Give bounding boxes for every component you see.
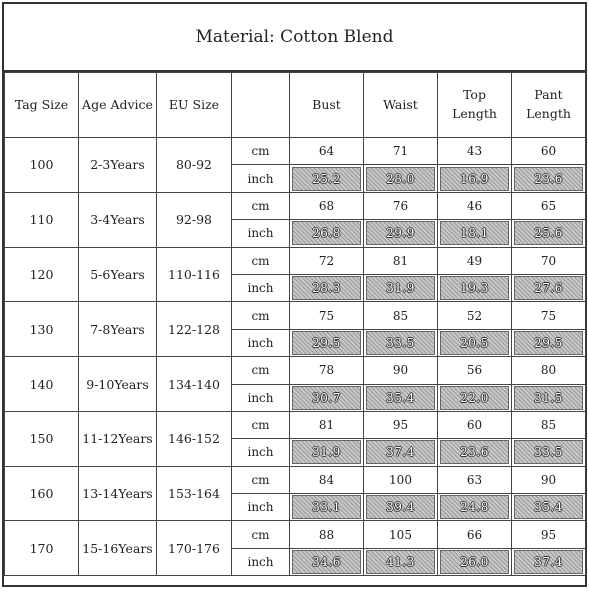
measurement-value: 70: [540, 253, 557, 268]
measurement-value: 46: [466, 198, 483, 213]
top-length-cm-cell: [438, 192, 512, 219]
age-advice-cell: 2-3Years: [79, 138, 157, 193]
measurement-value: 41.3: [366, 550, 435, 574]
measurement-value: 37.4: [366, 440, 435, 464]
eu-size-cell: 122-128: [157, 302, 232, 357]
pant-length-inch-cell: [512, 494, 586, 521]
top-length-inch-cell: [438, 165, 512, 192]
bust-cm-cell: [290, 466, 364, 493]
pant-length-inch-cell: [512, 439, 586, 466]
eu-size-cell: 110-116: [157, 247, 232, 302]
header-top-length: [438, 73, 512, 138]
measurement-value: 25.2: [292, 167, 361, 191]
waist-cm-cell: [364, 247, 438, 274]
age-advice-cell: 15-16Years: [79, 521, 157, 576]
table-row: [5, 192, 586, 219]
header-label: Top: [463, 87, 486, 103]
waist-inch-cell: [364, 165, 438, 192]
table-row: [5, 521, 586, 548]
bust-cm-cell: [290, 302, 364, 329]
tag-size-cell: 140: [5, 357, 79, 412]
measurement-value: 75: [540, 308, 557, 323]
unit-label: cm: [232, 411, 290, 438]
measurement-value: 35.4: [366, 386, 435, 410]
age-advice-cell: 11-12Years: [79, 411, 157, 466]
top-length-cm-cell: [438, 247, 512, 274]
bust-inch-cell: [290, 329, 364, 356]
pant-length-cm-cell: [512, 411, 586, 438]
measurement-value: 64: [318, 144, 335, 159]
measurement-value: 37.4: [514, 550, 583, 574]
waist-cm-cell: [364, 466, 438, 493]
measurement-value: 26.0: [440, 550, 509, 574]
tag-size-cell: 100: [5, 138, 79, 193]
table-row: [5, 411, 586, 438]
bust-inch-cell: [290, 384, 364, 411]
table-row: [5, 302, 586, 329]
measurement-value: 31.9: [292, 440, 361, 464]
top-length-inch-cell: [438, 548, 512, 575]
measurement-value: 30.7: [292, 386, 361, 410]
waist-inch-cell: [364, 439, 438, 466]
eu-size-cell: 80-92: [157, 138, 232, 193]
tag-size-cell: 150: [5, 411, 79, 466]
measurement-value: 33.5: [514, 440, 583, 464]
header-label: Age Advice: [82, 96, 153, 112]
table-row: [5, 247, 586, 274]
bust-inch-cell: [290, 548, 364, 575]
measurement-value: 68: [318, 198, 335, 213]
header-row: [5, 73, 586, 138]
top-length-cm-cell: [438, 357, 512, 384]
bust-inch-cell: [290, 494, 364, 521]
eu-size-cell: 153-164: [157, 466, 232, 521]
measurement-value: 56: [466, 363, 483, 378]
top-length-cm-cell: [438, 411, 512, 438]
measurement-value: 31.9: [366, 276, 435, 300]
unit-label: cm: [232, 138, 290, 165]
measurement-value: 90: [540, 472, 557, 487]
measurement-value: 72: [318, 253, 335, 268]
measurement-value: 33.1: [292, 495, 361, 519]
tag-size-cell: 110: [5, 192, 79, 247]
top-length-cm-cell: [438, 138, 512, 165]
pant-length-inch-cell: [512, 220, 586, 247]
measurement-value: 60: [466, 418, 483, 433]
bust-cm-cell: [290, 357, 364, 384]
eu-size-cell: 146-152: [157, 411, 232, 466]
tag-size-cell: 130: [5, 302, 79, 357]
measurement-value: 60: [540, 144, 557, 159]
measurement-value: 80: [540, 363, 557, 378]
measurement-value: 105: [389, 527, 412, 542]
measurement-value: 63: [466, 472, 483, 487]
measurement-value: 100: [389, 472, 412, 487]
header-label: Waist: [383, 96, 418, 112]
unit-label: inch: [232, 439, 290, 466]
pant-length-inch-cell: [512, 548, 586, 575]
pant-length-cm-cell: [512, 357, 586, 384]
top-length-inch-cell: [438, 274, 512, 301]
table-row: [5, 357, 586, 384]
measurement-value: 19.3: [440, 276, 509, 300]
pant-length-cm-cell: [512, 521, 586, 548]
bust-inch-cell: [290, 274, 364, 301]
measurement-value: 22.0: [440, 386, 509, 410]
bust-inch-cell: [290, 439, 364, 466]
waist-inch-cell: [364, 329, 438, 356]
measurement-value: 39.4: [366, 495, 435, 519]
measurement-value: 88: [318, 527, 335, 542]
waist-inch-cell: [364, 548, 438, 575]
unit-label: inch: [232, 548, 290, 575]
top-length-cm-cell: [438, 466, 512, 493]
waist-inch-cell: [364, 384, 438, 411]
waist-cm-cell: [364, 411, 438, 438]
size-chart: [2, 2, 587, 587]
measurement-value: 28.0: [366, 167, 435, 191]
measurement-value: 33.5: [366, 331, 435, 355]
measurement-value: 71: [392, 144, 409, 159]
measurement-value: 34.6: [292, 550, 361, 574]
header-label: Length: [452, 106, 497, 121]
unit-label: inch: [232, 494, 290, 521]
pant-length-cm-cell: [512, 302, 586, 329]
pant-length-cm-cell: [512, 466, 586, 493]
pant-length-inch-cell: [512, 274, 586, 301]
unit-label: cm: [232, 247, 290, 274]
measurement-value: 28.3: [292, 276, 361, 300]
header-label: Bust: [312, 96, 341, 112]
top-length-inch-cell: [438, 494, 512, 521]
measurement-value: 95: [392, 418, 409, 433]
pant-length-cm-cell: [512, 247, 586, 274]
measurement-value: 81: [392, 253, 409, 268]
size-table: [4, 72, 586, 576]
measurement-value: 65: [540, 198, 557, 213]
waist-cm-cell: [364, 138, 438, 165]
pant-length-inch-cell: [512, 329, 586, 356]
unit-label: inch: [232, 384, 290, 411]
eu-size-cell: 134-140: [157, 357, 232, 412]
unit-label: cm: [232, 192, 290, 219]
pant-length-inch-cell: [512, 384, 586, 411]
top-length-inch-cell: [438, 384, 512, 411]
tag-size-cell: 160: [5, 466, 79, 521]
tag-size-cell: 120: [5, 247, 79, 302]
measurement-value: 29.5: [514, 331, 583, 355]
measurement-value: 95: [540, 527, 557, 542]
top-length-cm-cell: [438, 302, 512, 329]
bust-inch-cell: [290, 165, 364, 192]
measurement-value: 78: [318, 363, 335, 378]
waist-cm-cell: [364, 357, 438, 384]
measurement-value: 27.6: [514, 276, 583, 300]
age-advice-cell: 9-10Years: [79, 357, 157, 412]
bust-cm-cell: [290, 411, 364, 438]
top-length-cm-cell: [438, 521, 512, 548]
pant-length-cm-cell: [512, 138, 586, 165]
measurement-value: 81: [318, 418, 335, 433]
unit-label: cm: [232, 521, 290, 548]
waist-cm-cell: [364, 302, 438, 329]
header-waist: [364, 73, 438, 138]
measurement-value: 18.1: [440, 221, 509, 245]
unit-label: inch: [232, 165, 290, 192]
header-pant-length: [512, 73, 586, 138]
measurement-value: 76: [392, 198, 409, 213]
header-eu-size: [157, 73, 232, 138]
eu-size-cell: 92-98: [157, 192, 232, 247]
waist-inch-cell: [364, 274, 438, 301]
chart-title: Material: Cotton Blend: [4, 4, 585, 72]
unit-label: inch: [232, 274, 290, 301]
measurement-value: 90: [392, 363, 409, 378]
header-tag-size: [5, 73, 79, 138]
waist-inch-cell: [364, 220, 438, 247]
top-length-inch-cell: [438, 329, 512, 356]
measurement-value: 84: [318, 472, 335, 487]
top-length-inch-cell: [438, 439, 512, 466]
unit-label: cm: [232, 302, 290, 329]
measurement-value: 66: [466, 527, 483, 542]
measurement-value: 29.5: [292, 331, 361, 355]
measurement-value: 25.6: [514, 221, 583, 245]
bust-cm-cell: [290, 192, 364, 219]
waist-inch-cell: [364, 494, 438, 521]
measurement-value: 31.5: [514, 386, 583, 410]
measurement-value: 23.6: [514, 167, 583, 191]
unit-label: inch: [232, 329, 290, 356]
unit-label: cm: [232, 357, 290, 384]
bust-cm-cell: [290, 247, 364, 274]
measurement-value: 29.9: [366, 221, 435, 245]
measurement-value: 85: [392, 308, 409, 323]
measurement-value: 23.6: [440, 440, 509, 464]
measurement-value: 20.5: [440, 331, 509, 355]
age-advice-cell: 13-14Years: [79, 466, 157, 521]
unit-label: cm: [232, 466, 290, 493]
waist-cm-cell: [364, 521, 438, 548]
pant-length-inch-cell: [512, 165, 586, 192]
header-label: Tag Size: [14, 96, 69, 112]
age-advice-cell: 5-6Years: [79, 247, 157, 302]
header-unit: [232, 73, 290, 138]
eu-size-cell: 170-176: [157, 521, 232, 576]
pant-length-cm-cell: [512, 192, 586, 219]
measurement-value: 75: [318, 308, 335, 323]
measurement-value: 26.8: [292, 221, 361, 245]
waist-cm-cell: [364, 192, 438, 219]
header-label: Length: [526, 106, 571, 121]
table-body: [5, 138, 586, 576]
header-label: Pant: [534, 87, 563, 103]
table-row: [5, 466, 586, 493]
table-row: [5, 138, 586, 165]
measurement-value: 43: [466, 144, 483, 159]
header-bust: [290, 73, 364, 138]
bust-inch-cell: [290, 220, 364, 247]
tag-size-cell: 170: [5, 521, 79, 576]
bust-cm-cell: [290, 138, 364, 165]
measurement-value: 49: [466, 253, 483, 268]
top-length-inch-cell: [438, 220, 512, 247]
header-label: EU Size: [168, 96, 220, 112]
measurement-value: 52: [466, 308, 483, 323]
measurement-value: 24.8: [440, 495, 509, 519]
unit-label: inch: [232, 220, 290, 247]
measurement-value: 16.9: [440, 167, 509, 191]
measurement-value: 35.4: [514, 495, 583, 519]
header-age-advice: [79, 73, 157, 138]
age-advice-cell: 3-4Years: [79, 192, 157, 247]
age-advice-cell: 7-8Years: [79, 302, 157, 357]
bust-cm-cell: [290, 521, 364, 548]
measurement-value: 85: [540, 418, 557, 433]
